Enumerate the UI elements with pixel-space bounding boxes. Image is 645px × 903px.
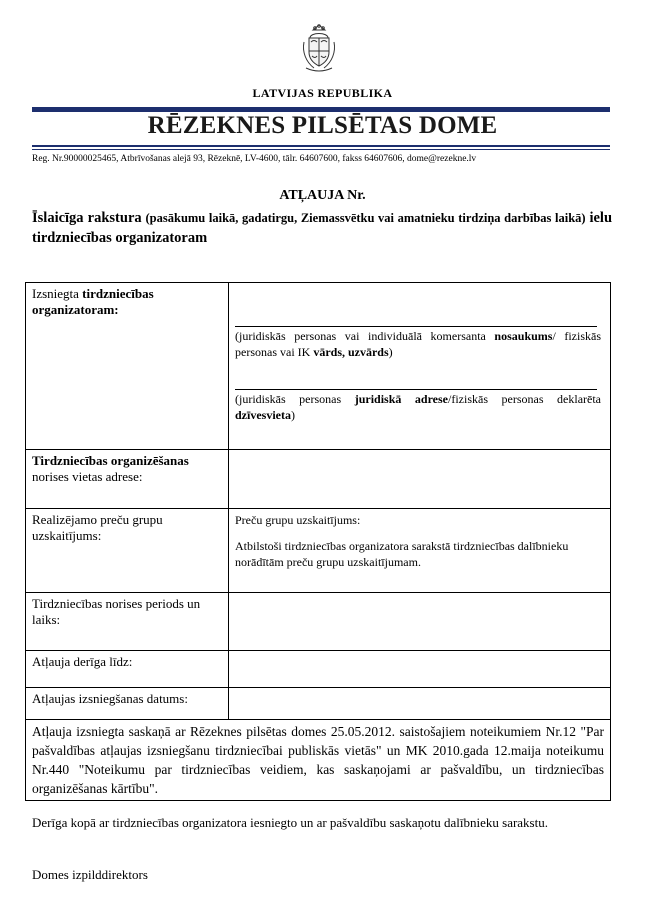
note-text: / fiziskās personas vai IK [235, 329, 602, 359]
note-text: (juridiskās personas [235, 392, 342, 406]
table-row [26, 688, 611, 720]
table-row [26, 651, 611, 688]
header-rule-bottom-thick [32, 145, 610, 147]
organizer-label-plain: Izsniegta [32, 286, 79, 301]
organizer-value-cell[interactable] [229, 283, 611, 450]
document-subtitle [32, 208, 612, 248]
table-row [26, 283, 611, 450]
organizer-label-cell [26, 283, 229, 450]
note-text: (juridiskās personas vai individuālā komersanta [235, 329, 486, 343]
organizer-name-note [235, 328, 605, 360]
note-bold: juridiskā adrese [354, 392, 449, 406]
valid-until-value-cell[interactable] [229, 651, 611, 688]
latvian-coat-of-arms-icon [300, 22, 338, 74]
subtitle-part1: Īslaicīga rakstura [32, 210, 142, 226]
table-row [26, 593, 611, 651]
organizer-name-line [235, 326, 597, 327]
organizer-label-bold1: tirdzniecības [82, 286, 154, 301]
period-label-cell: Tirdzniecības norises periods un laiks: [26, 593, 229, 651]
period-value-cell[interactable] [229, 593, 611, 651]
venue-label-bold: Tirdzniecības organizēšanas [32, 453, 189, 468]
permit-form-table [25, 282, 611, 801]
issue-date-label-cell: Atļaujas izsniegšanas datums: [26, 688, 229, 720]
table-row [26, 509, 611, 593]
note-text: /fiziskās personas deklarēta [448, 392, 602, 406]
valid-until-label-cell: Atļauja derīga līdz: [26, 651, 229, 688]
note-bold: nosaukums [494, 329, 553, 343]
table-row [26, 450, 611, 509]
organizer-address-line [235, 389, 597, 390]
republic-name: LATVIJAS REPUBLIKA [252, 86, 393, 100]
note-text: ) [291, 408, 295, 422]
signatory: Domes izpilddirektors [32, 867, 148, 882]
note-text: ) [388, 345, 393, 359]
issue-date-value-cell[interactable] [229, 688, 611, 720]
legal-basis-cell: Atļauja izsniegta saskaņā ar Rēzeknes pilsētas domes 25.05.2012. saistošajiem noteikumiem Nr.12 "Par pašvaldības atļaujas izsniegšanu tirdzniecībai publiskās vietās" un MK 2010.gada 12.maija noteikumu Nr.440 "Noteikumu par tirdzniecības veidiem, kas saskaņojami ar pašvaldību, un tirdzniecības organizēšanas kārtību". [26, 720, 611, 801]
organizer-label-bold2: organizatoram: [32, 302, 119, 317]
note-bold: dzīvesvieta [235, 408, 291, 422]
subtitle-part3: ielu tirdzniecības organizatoram [32, 210, 613, 246]
goods-value-heading: Preču grupu uzskaitījums: [235, 513, 361, 527]
header-rule-bottom-thin [32, 149, 610, 150]
note-bold: vārds, uzvārds [313, 345, 389, 359]
document-title: ATĻAUJA Nr. [279, 188, 366, 203]
subtitle-part2: (pasākumu laikā, gadatirgu, Ziemassvētku vai amatnieku tirdziņa darbības laikā) [145, 211, 586, 225]
registration-info: Reg. Nr.90000025465, Atbrīvošanas alejā 93, Rēzeknē, LV-4600, tālr. 64607600, fakss 64607606, dome@rezekne.lv [32, 154, 477, 164]
venue-label-plain: norises vietas adrese: [32, 469, 143, 484]
venue-label-cell [26, 450, 229, 509]
goods-value-cell[interactable] [229, 509, 611, 593]
goods-value-text: Atbilstoši tirdzniecības organizatora sarakstā tirdzniecības dalībnieku norādītām preču grupu uzskaitījumam. [235, 539, 569, 569]
venue-value-cell[interactable] [229, 450, 611, 509]
organization-name: RĒZEKNES PILSĒTAS DOME [147, 112, 498, 139]
validity-note: Derīga kopā ar tirdzniecības organizatora iesniegto un ar pašvaldību saskaņotu dalībnieku sarakstu. [32, 815, 548, 830]
goods-label-cell: Realizējamo preču grupu uzskaitījums: [26, 509, 229, 593]
organizer-address-note [235, 391, 605, 423]
table-row [26, 720, 611, 801]
